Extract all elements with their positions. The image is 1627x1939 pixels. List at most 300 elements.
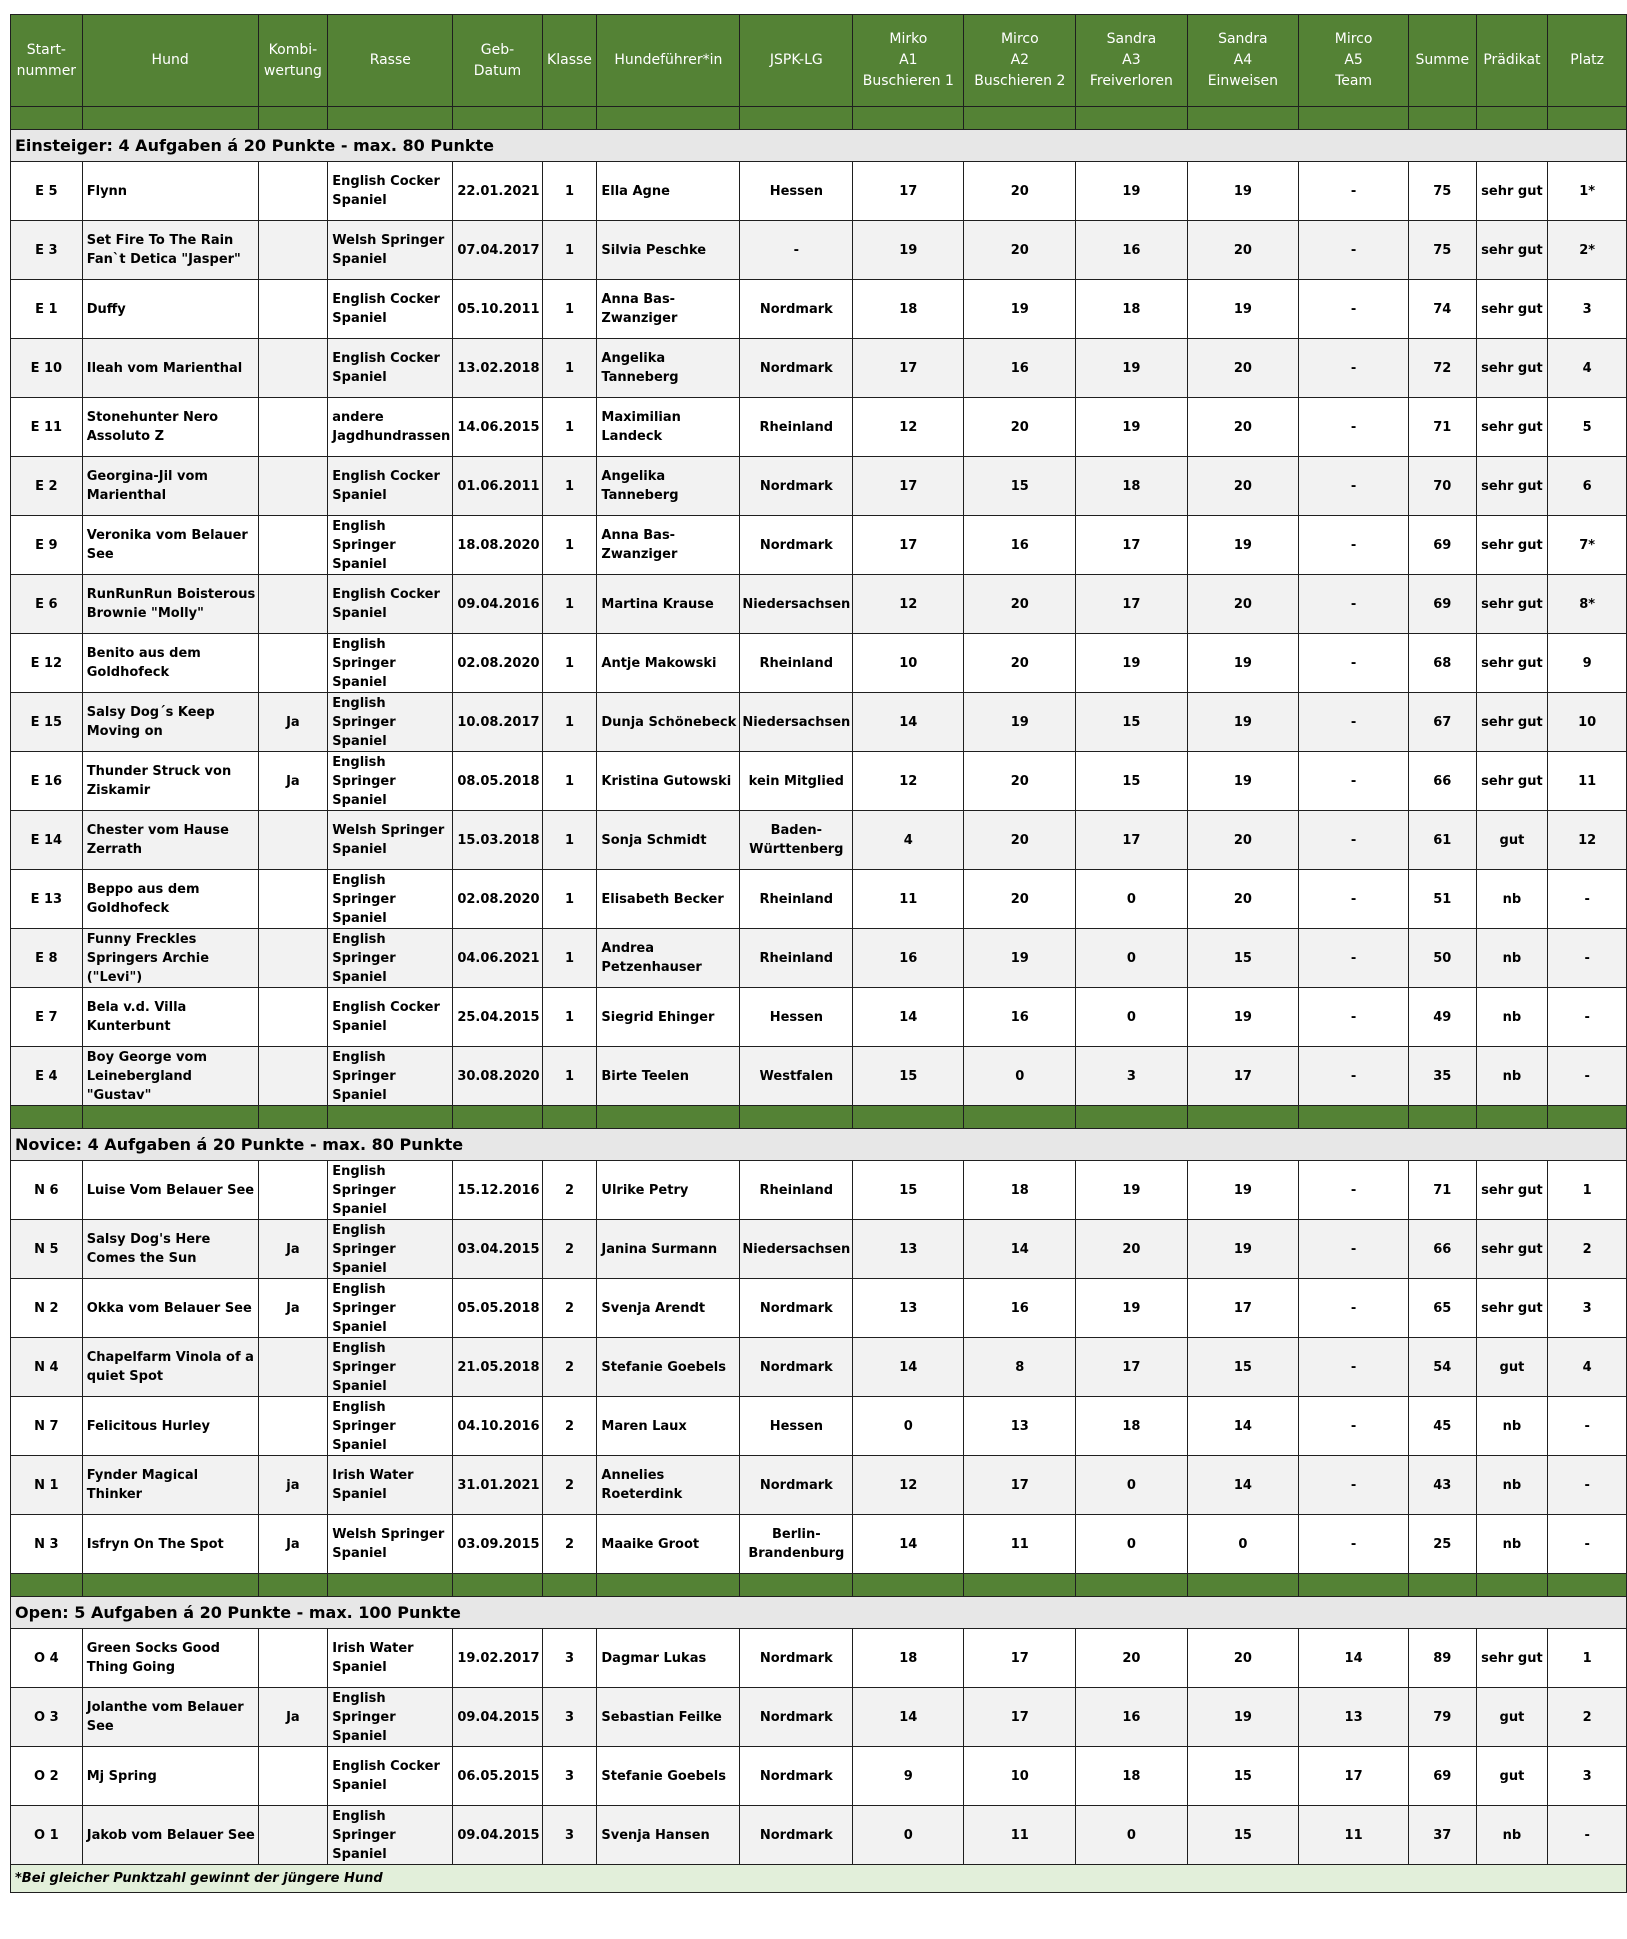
cell-hund: Fynder Magical Thinker <box>82 1456 258 1515</box>
cell-hundefuehrer: Dagmar Lukas <box>597 1629 740 1688</box>
cell-klasse: 2 <box>542 1338 597 1397</box>
cell-summe: 75 <box>1408 221 1476 280</box>
cell-summe: 74 <box>1408 280 1476 339</box>
cell-praedikat: sehr gut <box>1476 339 1548 398</box>
cell-kombiwertung <box>258 634 328 693</box>
cell-platz: 3 <box>1548 280 1627 339</box>
cell-a4-einweisen: 14 <box>1187 1397 1299 1456</box>
cell-platz: - <box>1548 1456 1627 1515</box>
table-row <box>11 457 1627 516</box>
cell-rasse: English Springer Spaniel <box>328 752 453 811</box>
cell-rasse: English Springer Spaniel <box>328 1806 453 1865</box>
cell-startnummer: E 16 <box>11 752 83 811</box>
cell-klasse: 3 <box>542 1806 597 1865</box>
cell-a2-buschieren-2: 19 <box>964 280 1076 339</box>
cell-startnummer: E 3 <box>11 221 83 280</box>
cell-startnummer: O 4 <box>11 1629 83 1688</box>
table-row <box>11 1806 1627 1865</box>
cell-klasse: 1 <box>542 811 597 870</box>
cell-rasse: English Cocker Spaniel <box>328 280 453 339</box>
cell-a4-einweisen: 19 <box>1187 988 1299 1047</box>
header-praedikat: Prädikat <box>1476 15 1548 107</box>
cell-a2-buschieren-2: 8 <box>964 1338 1076 1397</box>
cell-a3-freiverloren: 0 <box>1076 870 1187 929</box>
cell-kombiwertung <box>258 516 328 575</box>
cell-praedikat: gut <box>1476 1338 1548 1397</box>
cell-a4-einweisen: 17 <box>1187 1279 1299 1338</box>
cell-a4-einweisen: 14 <box>1187 1456 1299 1515</box>
cell-jspk-lg: Nordmark <box>740 457 853 516</box>
cell-a2-buschieren-2: 17 <box>964 1688 1076 1747</box>
header-hundefuehrer: Hundeführer*in <box>597 15 740 107</box>
cell-jspk-lg: Baden-Württenberg <box>740 811 853 870</box>
cell-hund: Stonehunter Nero Assoluto Z <box>82 398 258 457</box>
cell-summe: 45 <box>1408 1397 1476 1456</box>
cell-geb-datum: 04.10.2016 <box>453 1397 542 1456</box>
cell-hund: RunRunRun Boisterous Brownie "Molly" <box>82 575 258 634</box>
cell-kombiwertung <box>258 1629 328 1688</box>
table-row <box>11 398 1627 457</box>
cell-geb-datum: 09.04.2016 <box>453 575 542 634</box>
cell-startnummer: E 13 <box>11 870 83 929</box>
cell-hundefuehrer: Stefanie Goebels <box>597 1338 740 1397</box>
cell-praedikat: sehr gut <box>1476 516 1548 575</box>
header-jspk-lg: JSPK-LG <box>740 15 853 107</box>
cell-a5-team: - <box>1299 162 1409 221</box>
table-row <box>11 1161 1627 1220</box>
cell-klasse: 1 <box>542 929 597 988</box>
cell-hundefuehrer: Martina Krause <box>597 575 740 634</box>
cell-platz: 1 <box>1548 1629 1627 1688</box>
table-row <box>11 752 1627 811</box>
cell-klasse: 2 <box>542 1279 597 1338</box>
cell-geb-datum: 03.09.2015 <box>453 1515 542 1574</box>
cell-kombiwertung: Ja <box>258 1515 328 1574</box>
cell-hundefuehrer: Antje Makowski <box>597 634 740 693</box>
cell-klasse: 1 <box>542 752 597 811</box>
cell-a3-freiverloren: 15 <box>1076 693 1187 752</box>
cell-rasse: English Springer Spaniel <box>328 1397 453 1456</box>
cell-kombiwertung: Ja <box>258 1220 328 1279</box>
cell-hund: Benito aus dem Goldhofeck <box>82 634 258 693</box>
cell-summe: 25 <box>1408 1515 1476 1574</box>
cell-hundefuehrer: Svenja Arendt <box>597 1279 740 1338</box>
table-row <box>11 870 1627 929</box>
cell-jspk-lg: Nordmark <box>740 1338 853 1397</box>
green-divider <box>11 107 1627 130</box>
cell-hund: Luise Vom Belauer See <box>82 1161 258 1220</box>
cell-hund: Duffy <box>82 280 258 339</box>
cell-a1-buschieren-1: 19 <box>853 221 964 280</box>
cell-kombiwertung <box>258 870 328 929</box>
cell-a3-freiverloren: 0 <box>1076 1515 1187 1574</box>
cell-rasse: English Springer Spaniel <box>328 634 453 693</box>
cell-a3-freiverloren: 19 <box>1076 398 1187 457</box>
cell-platz: 12 <box>1548 811 1627 870</box>
cell-jspk-lg: Rheinland <box>740 870 853 929</box>
cell-hundefuehrer: Anna Bas-Zwanziger <box>597 516 740 575</box>
cell-kombiwertung <box>258 988 328 1047</box>
cell-hundefuehrer: Ulrike Petry <box>597 1161 740 1220</box>
cell-hund: Beppo aus dem Goldhofeck <box>82 870 258 929</box>
cell-hundefuehrer: Elisabeth Becker <box>597 870 740 929</box>
cell-summe: 75 <box>1408 162 1476 221</box>
cell-rasse: Welsh Springer Spaniel <box>328 1515 453 1574</box>
cell-rasse: Irish Water Spaniel <box>328 1456 453 1515</box>
cell-geb-datum: 31.01.2021 <box>453 1456 542 1515</box>
header-hund: Hund <box>82 15 258 107</box>
cell-hund: Bela v.d. Villa Kunterbunt <box>82 988 258 1047</box>
header-row <box>11 15 1627 107</box>
cell-startnummer: E 8 <box>11 929 83 988</box>
cell-a5-team: - <box>1299 634 1409 693</box>
cell-rasse: English Springer Spaniel <box>328 516 453 575</box>
table-row <box>11 1047 1627 1106</box>
cell-summe: 49 <box>1408 988 1476 1047</box>
table-row <box>11 634 1627 693</box>
cell-a2-buschieren-2: 20 <box>964 162 1076 221</box>
cell-a3-freiverloren: 20 <box>1076 1629 1187 1688</box>
cell-a3-freiverloren: 16 <box>1076 1688 1187 1747</box>
cell-praedikat: sehr gut <box>1476 634 1548 693</box>
cell-a5-team: - <box>1299 988 1409 1047</box>
cell-summe: 71 <box>1408 1161 1476 1220</box>
cell-a3-freiverloren: 17 <box>1076 575 1187 634</box>
cell-kombiwertung <box>258 398 328 457</box>
cell-kombiwertung <box>258 1397 328 1456</box>
cell-klasse: 1 <box>542 693 597 752</box>
section-title: Novice: 4 Aufgaben á 20 Punkte - max. 80 Punkte <box>11 1129 1627 1161</box>
cell-a5-team: - <box>1299 693 1409 752</box>
cell-startnummer: E 10 <box>11 339 83 398</box>
cell-geb-datum: 14.06.2015 <box>453 398 542 457</box>
cell-rasse: English Cocker Spaniel <box>328 339 453 398</box>
cell-geb-datum: 05.05.2018 <box>453 1279 542 1338</box>
cell-hund: Okka vom Belauer See <box>82 1279 258 1338</box>
cell-platz: - <box>1548 1806 1627 1865</box>
cell-rasse: English Springer Spaniel <box>328 1047 453 1106</box>
cell-a1-buschieren-1: 0 <box>853 1397 964 1456</box>
cell-summe: 51 <box>1408 870 1476 929</box>
cell-summe: 69 <box>1408 575 1476 634</box>
cell-jspk-lg: kein Mitglied <box>740 752 853 811</box>
cell-rasse: English Springer Spaniel <box>328 870 453 929</box>
cell-praedikat: nb <box>1476 1047 1548 1106</box>
cell-summe: 54 <box>1408 1338 1476 1397</box>
cell-a5-team: - <box>1299 398 1409 457</box>
cell-platz: 10 <box>1548 693 1627 752</box>
cell-geb-datum: 07.04.2017 <box>453 221 542 280</box>
table-row <box>11 1747 1627 1806</box>
cell-rasse: English Springer Spaniel <box>328 1688 453 1747</box>
cell-platz: 8* <box>1548 575 1627 634</box>
cell-a1-buschieren-1: 12 <box>853 575 964 634</box>
cell-praedikat: nb <box>1476 1397 1548 1456</box>
table-row <box>11 929 1627 988</box>
table-row <box>11 1279 1627 1338</box>
cell-a1-buschieren-1: 4 <box>853 811 964 870</box>
cell-a5-team: - <box>1299 1220 1409 1279</box>
cell-startnummer: E 11 <box>11 398 83 457</box>
cell-a1-buschieren-1: 10 <box>853 634 964 693</box>
cell-summe: 65 <box>1408 1279 1476 1338</box>
cell-a3-freiverloren: 0 <box>1076 1456 1187 1515</box>
cell-hundefuehrer: Sonja Schmidt <box>597 811 740 870</box>
cell-rasse: Welsh Springer Spaniel <box>328 221 453 280</box>
table-row <box>11 1338 1627 1397</box>
cell-praedikat: sehr gut <box>1476 575 1548 634</box>
cell-a1-buschieren-1: 17 <box>853 162 964 221</box>
cell-a4-einweisen: 15 <box>1187 929 1299 988</box>
cell-platz: 1 <box>1548 1161 1627 1220</box>
cell-a2-buschieren-2: 11 <box>964 1515 1076 1574</box>
cell-geb-datum: 21.05.2018 <box>453 1338 542 1397</box>
cell-jspk-lg: Nordmark <box>740 1456 853 1515</box>
cell-praedikat: sehr gut <box>1476 398 1548 457</box>
cell-startnummer: E 1 <box>11 280 83 339</box>
cell-a3-freiverloren: 19 <box>1076 339 1187 398</box>
cell-kombiwertung: ja <box>258 1456 328 1515</box>
cell-kombiwertung <box>258 339 328 398</box>
cell-klasse: 1 <box>542 398 597 457</box>
cell-praedikat: sehr gut <box>1476 280 1548 339</box>
cell-platz: 5 <box>1548 398 1627 457</box>
cell-jspk-lg: Nordmark <box>740 280 853 339</box>
cell-a4-einweisen: 20 <box>1187 870 1299 929</box>
cell-kombiwertung: Ja <box>258 1688 328 1747</box>
cell-jspk-lg: Nordmark <box>740 1629 853 1688</box>
cell-startnummer: N 4 <box>11 1338 83 1397</box>
cell-jspk-lg: Niedersachsen <box>740 693 853 752</box>
cell-hund: Salsy Dog's Here Comes the Sun <box>82 1220 258 1279</box>
header-rasse: Rasse <box>328 15 453 107</box>
table-row <box>11 1515 1627 1574</box>
cell-klasse: 1 <box>542 280 597 339</box>
cell-a2-buschieren-2: 19 <box>964 929 1076 988</box>
cell-startnummer: E 14 <box>11 811 83 870</box>
cell-a1-buschieren-1: 14 <box>853 1688 964 1747</box>
table-row <box>11 693 1627 752</box>
cell-a3-freiverloren: 0 <box>1076 929 1187 988</box>
cell-klasse: 3 <box>542 1688 597 1747</box>
cell-platz: 2 <box>1548 1220 1627 1279</box>
cell-a5-team: - <box>1299 339 1409 398</box>
cell-klasse: 1 <box>542 1047 597 1106</box>
table-row <box>11 516 1627 575</box>
table-row <box>11 1688 1627 1747</box>
cell-jspk-lg: Nordmark <box>740 339 853 398</box>
cell-a5-team: - <box>1299 752 1409 811</box>
cell-praedikat: sehr gut <box>1476 1161 1548 1220</box>
cell-hundefuehrer: Maren Laux <box>597 1397 740 1456</box>
cell-rasse: English Springer Spaniel <box>328 693 453 752</box>
cell-a5-team: - <box>1299 929 1409 988</box>
header-summe: Summe <box>1408 15 1476 107</box>
cell-kombiwertung <box>258 575 328 634</box>
cell-a4-einweisen: 15 <box>1187 1747 1299 1806</box>
cell-jspk-lg: Westfalen <box>740 1047 853 1106</box>
cell-startnummer: N 2 <box>11 1279 83 1338</box>
cell-a1-buschieren-1: 15 <box>853 1161 964 1220</box>
cell-startnummer: E 2 <box>11 457 83 516</box>
cell-hundefuehrer: Sebastian Feilke <box>597 1688 740 1747</box>
cell-a4-einweisen: 19 <box>1187 1161 1299 1220</box>
cell-a3-freiverloren: 19 <box>1076 1279 1187 1338</box>
cell-startnummer: O 3 <box>11 1688 83 1747</box>
cell-platz: - <box>1548 929 1627 988</box>
cell-a3-freiverloren: 19 <box>1076 162 1187 221</box>
table-row <box>11 988 1627 1047</box>
cell-jspk-lg: Nordmark <box>740 1806 853 1865</box>
cell-a5-team: - <box>1299 1047 1409 1106</box>
cell-hundefuehrer: Annelies Roeterdink <box>597 1456 740 1515</box>
table-row <box>11 162 1627 221</box>
cell-a4-einweisen: 19 <box>1187 752 1299 811</box>
cell-jspk-lg: Rheinland <box>740 634 853 693</box>
cell-a1-buschieren-1: 12 <box>853 1456 964 1515</box>
cell-praedikat: gut <box>1476 1747 1548 1806</box>
cell-summe: 66 <box>1408 1220 1476 1279</box>
cell-a5-team: 13 <box>1299 1688 1409 1747</box>
cell-jspk-lg: Rheinland <box>740 929 853 988</box>
cell-hundefuehrer: Maaike Groot <box>597 1515 740 1574</box>
cell-klasse: 3 <box>542 1747 597 1806</box>
cell-platz: 3 <box>1548 1279 1627 1338</box>
cell-praedikat: nb <box>1476 870 1548 929</box>
cell-platz: 3 <box>1548 1747 1627 1806</box>
cell-praedikat: sehr gut <box>1476 1629 1548 1688</box>
cell-geb-datum: 02.08.2020 <box>453 634 542 693</box>
cell-summe: 70 <box>1408 457 1476 516</box>
cell-a5-team: - <box>1299 1161 1409 1220</box>
cell-a4-einweisen: 19 <box>1187 1688 1299 1747</box>
cell-klasse: 2 <box>542 1220 597 1279</box>
cell-a1-buschieren-1: 15 <box>853 1047 964 1106</box>
cell-geb-datum: 15.12.2016 <box>453 1161 542 1220</box>
cell-a2-buschieren-2: 17 <box>964 1456 1076 1515</box>
cell-platz: 1* <box>1548 162 1627 221</box>
cell-a2-buschieren-2: 16 <box>964 339 1076 398</box>
cell-a4-einweisen: 19 <box>1187 516 1299 575</box>
cell-jspk-lg: - <box>740 221 853 280</box>
footnote: *Bei gleicher Punktzahl gewinnt der jüngere Hund <box>11 1865 1627 1893</box>
cell-summe: 71 <box>1408 398 1476 457</box>
cell-summe: 37 <box>1408 1806 1476 1865</box>
cell-startnummer: E 4 <box>11 1047 83 1106</box>
cell-praedikat: nb <box>1476 988 1548 1047</box>
cell-jspk-lg: Nordmark <box>740 1747 853 1806</box>
cell-a3-freiverloren: 3 <box>1076 1047 1187 1106</box>
cell-a5-team: - <box>1299 221 1409 280</box>
cell-a1-buschieren-1: 0 <box>853 1806 964 1865</box>
cell-rasse: English Springer Spaniel <box>328 929 453 988</box>
cell-a2-buschieren-2: 18 <box>964 1161 1076 1220</box>
header-geb-datum: Geb- Datum <box>453 15 542 107</box>
header-kombiwertung: Kombi- wertung <box>258 15 328 107</box>
cell-a4-einweisen: 0 <box>1187 1515 1299 1574</box>
cell-a1-buschieren-1: 18 <box>853 1629 964 1688</box>
cell-platz: 2 <box>1548 1688 1627 1747</box>
cell-platz: - <box>1548 988 1627 1047</box>
cell-summe: 50 <box>1408 929 1476 988</box>
cell-a4-einweisen: 20 <box>1187 1629 1299 1688</box>
cell-jspk-lg: Hessen <box>740 988 853 1047</box>
cell-a3-freiverloren: 18 <box>1076 1397 1187 1456</box>
cell-startnummer: N 7 <box>11 1397 83 1456</box>
cell-a2-buschieren-2: 20 <box>964 634 1076 693</box>
cell-praedikat: gut <box>1476 811 1548 870</box>
cell-a1-buschieren-1: 18 <box>853 280 964 339</box>
cell-startnummer: E 5 <box>11 162 83 221</box>
cell-platz: 4 <box>1548 1338 1627 1397</box>
cell-jspk-lg: Niedersachsen <box>740 575 853 634</box>
cell-geb-datum: 03.04.2015 <box>453 1220 542 1279</box>
cell-a2-buschieren-2: 20 <box>964 870 1076 929</box>
cell-a3-freiverloren: 0 <box>1076 988 1187 1047</box>
cell-hund: Veronika vom Belauer See <box>82 516 258 575</box>
cell-summe: 61 <box>1408 811 1476 870</box>
cell-hundefuehrer: Andrea Petzenhauser <box>597 929 740 988</box>
cell-klasse: 1 <box>542 575 597 634</box>
header-startnummer: Start- nummer <box>11 15 83 107</box>
cell-startnummer: O 2 <box>11 1747 83 1806</box>
cell-a3-freiverloren: 19 <box>1076 634 1187 693</box>
cell-platz: 9 <box>1548 634 1627 693</box>
cell-hund: Chester vom Hause Zerrath <box>82 811 258 870</box>
table-row <box>11 1456 1627 1515</box>
cell-summe: 66 <box>1408 752 1476 811</box>
cell-kombiwertung <box>258 280 328 339</box>
cell-summe: 69 <box>1408 516 1476 575</box>
cell-a4-einweisen: 17 <box>1187 1047 1299 1106</box>
cell-summe: 89 <box>1408 1629 1476 1688</box>
header-a5-team: Mirco A5 Team <box>1299 15 1409 107</box>
cell-a5-team: 11 <box>1299 1806 1409 1865</box>
cell-geb-datum: 01.06.2011 <box>453 457 542 516</box>
cell-a5-team: - <box>1299 1338 1409 1397</box>
cell-a1-buschieren-1: 13 <box>853 1220 964 1279</box>
cell-startnummer: E 9 <box>11 516 83 575</box>
cell-hundefuehrer: Siegrid Ehinger <box>597 988 740 1047</box>
table-row <box>11 221 1627 280</box>
cell-hund: Felicitous Hurley <box>82 1397 258 1456</box>
cell-praedikat: gut <box>1476 1688 1548 1747</box>
cell-summe: 79 <box>1408 1688 1476 1747</box>
cell-a2-buschieren-2: 20 <box>964 398 1076 457</box>
cell-hundefuehrer: Birte Teelen <box>597 1047 740 1106</box>
cell-a4-einweisen: 20 <box>1187 811 1299 870</box>
cell-a2-buschieren-2: 20 <box>964 811 1076 870</box>
cell-a3-freiverloren: 18 <box>1076 1747 1187 1806</box>
cell-praedikat: nb <box>1476 1515 1548 1574</box>
section-title: Einsteiger: 4 Aufgaben á 20 Punkte - max. 80 Punkte <box>11 130 1627 162</box>
cell-a4-einweisen: 19 <box>1187 634 1299 693</box>
cell-platz: 7* <box>1548 516 1627 575</box>
cell-praedikat: sehr gut <box>1476 1220 1548 1279</box>
cell-jspk-lg: Rheinland <box>740 398 853 457</box>
cell-a5-team: - <box>1299 457 1409 516</box>
cell-klasse: 2 <box>542 1456 597 1515</box>
cell-a2-buschieren-2: 20 <box>964 575 1076 634</box>
cell-a1-buschieren-1: 17 <box>853 339 964 398</box>
cell-geb-datum: 30.08.2020 <box>453 1047 542 1106</box>
cell-hundefuehrer: Dunja Schönebeck <box>597 693 740 752</box>
cell-geb-datum: 10.08.2017 <box>453 693 542 752</box>
cell-a4-einweisen: 20 <box>1187 339 1299 398</box>
table-row <box>11 339 1627 398</box>
header-a4-einweisen: Sandra A4 Einweisen <box>1187 15 1299 107</box>
cell-a1-buschieren-1: 14 <box>853 1338 964 1397</box>
